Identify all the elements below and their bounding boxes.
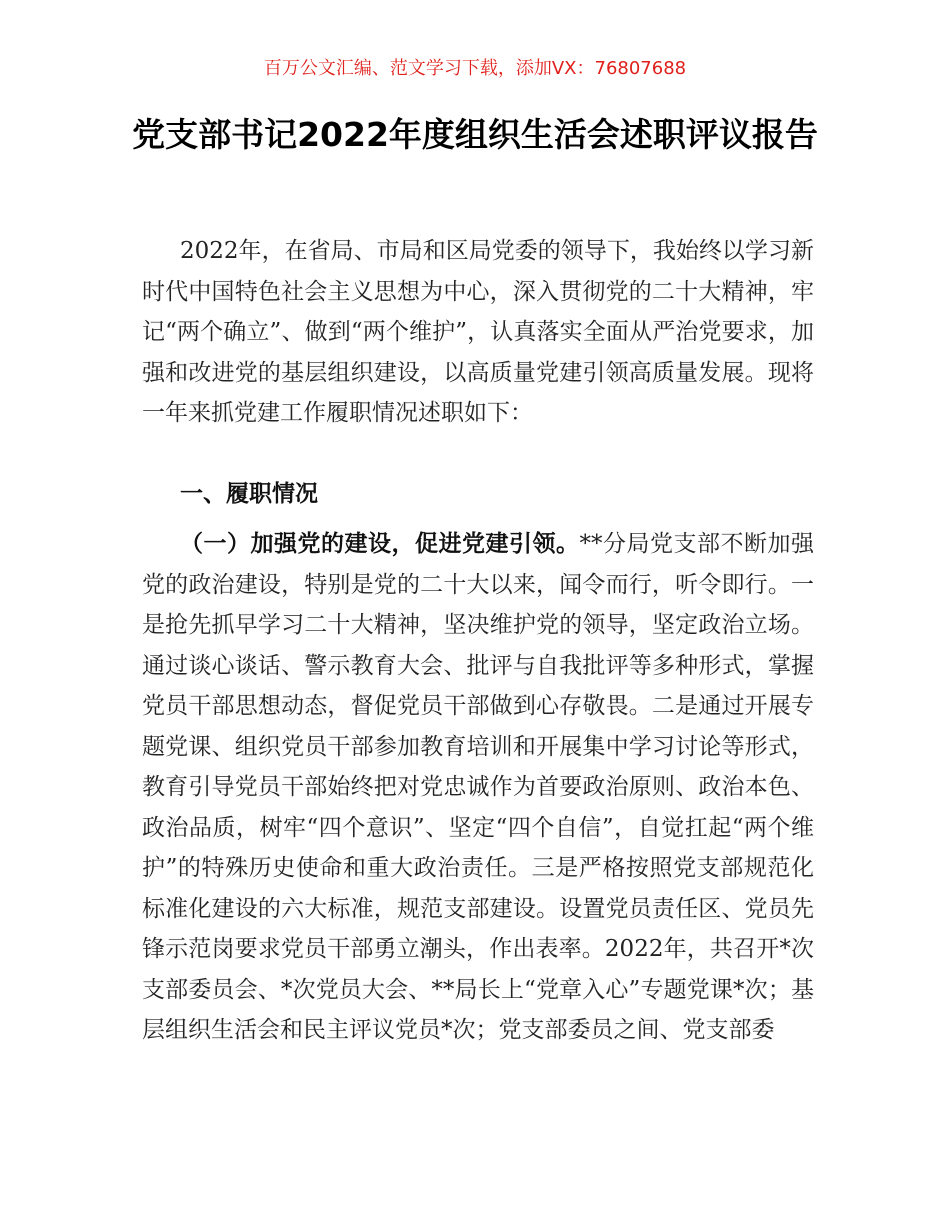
subsection-body: **分局党支部不断加强党的政治建设，特别是党的二十大以来，闻令而行，听令即行。一是抢先抓早学习二十大精神，坚决维护党的领导，坚定政治立场。通过谈心谈话、警示教育大会、批评与自我批评等多种形式，掌握党员干部思想动态，督促党员干部做到心存敬畏。二是通过开展专题党课、组织党员干部参加教育培训和开展集中学习讨论等形式，教育引导党员干部始终把对党忠诚作为首要政治原则、政治本色、政治品质，树牢“四个意识”、坚定“四个自信”，自觉扛起“两个维护”的特殊历史使命和重大政治责任。三是严格按照党支部规范化标准化建设的六大标准，规范支部建设。设置党员责任区、党员先锋示范岗要求党员干部勇立潮头，作出表率。2022年，共召开*次支部委员会、*次党员大会、**局长上“党章入心”专题党课*次；基层组织生活会和民主评议党员*次；党支部委员之间、党支部委 — [142, 531, 814, 1043]
subsection-heading: （一）加强党的建设，促进党建引领。 — [180, 531, 580, 557]
header-banner: 百万公文汇编、范文学习下载，添加VX：76807688 — [263, 58, 687, 79]
intro-paragraph: 2022年，在省局、市局和区局党委的领导下，我始终以学习新时代中国特色社会主义思想为中心，深入贯彻党的二十大精神，牢记“两个确立”、做到“两个维护”，认真落实全面从严治党要求，加强和改进党的基层组织建设，以高质量党建引领高质量发展。现将一年来抓党建工作履职情况述职如下： — [142, 238, 814, 426]
section-heading — [142, 474, 814, 515]
section-heading-text: 一、履职情况 — [180, 481, 318, 507]
document-title: 党支部书记2022年度组织生活会述职评议报告 — [132, 115, 818, 154]
subsection-paragraph — [142, 524, 814, 1051]
